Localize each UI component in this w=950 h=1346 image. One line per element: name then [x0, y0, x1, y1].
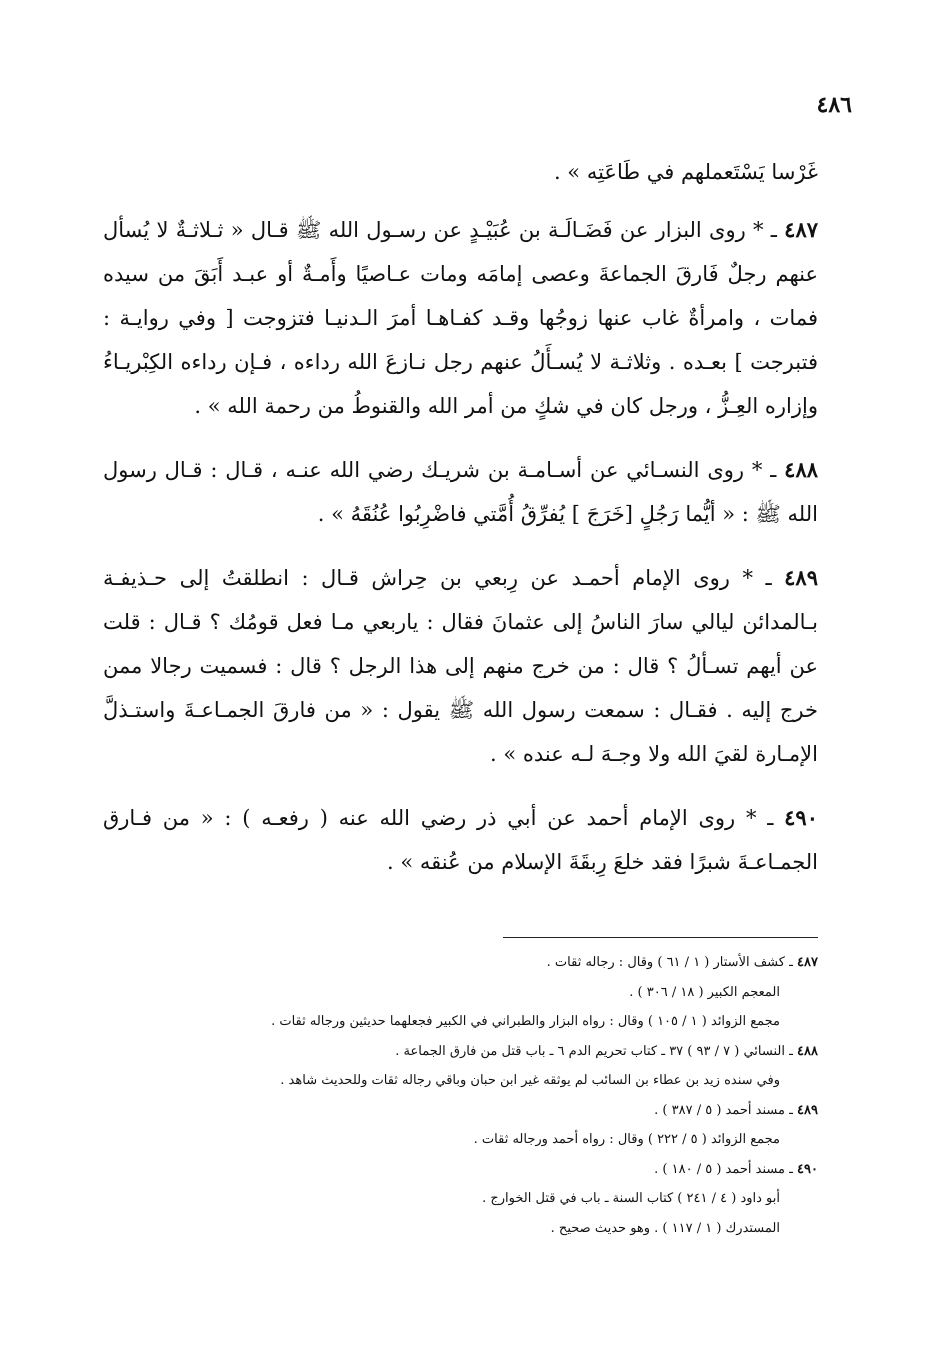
footnote: [150, 978, 818, 1008]
hadith-number: ٤٩٠: [784, 805, 818, 830]
footnote: ٤٩٠ ـ مسند أحمد ( ٥ / ١٨٠ ) .: [654, 1161, 818, 1177]
main-text: [103, 150, 818, 904]
hadith-488: ٤٨٨ ـ * روى النسـائي عن أسـامـة بن شريـك رضي الله عنـه ، قـال : قـال رسول الله ﷺ : « أيُّما رَجُلٍ [خَرَجَ ] يُفرِّقُ أُمَّتي فاضْرِبُوا عُنُقَهُ » .: [103, 457, 819, 526]
footnote-number: ٤٩٠: [797, 1161, 818, 1177]
footnote-text: المعجم الكبير ( ١٨ / ٣٠٦ ) .: [629, 984, 780, 1000]
hadith-number: ٤٨٨: [784, 457, 819, 482]
footnotes: [150, 948, 818, 1243]
footnote-text: النسائي ( ٧ / ٩٣ ) ٣٧ ـ كتاب تحريم الدم ٦ ـ باب قتل من فارق الجماعة .: [395, 1043, 785, 1059]
footnote-divider: [503, 937, 818, 938]
footnote-number: ٤٨٩: [797, 1102, 818, 1118]
footnote: ٤٨٧ ـ كشف الأستار ( ١ / ٦١ ) وقال : رجاله ثقات .: [546, 955, 818, 970]
hadith-text: روى الإمام أحمـد عن رِبعي بن حِراش قـال : انطلقتُ إلى حـذيفـة بـالمدائن ليالي سارَ الناسُ إلى عثمانَ فقال : ياربعي مـا فعل قومُك ؟ قـال : قلت عن أيهم تسـألُ ؟ قال : من خرج منهم إلى هذا الرجل ؟ قال : فسميت رجالا ممن خرج إليه . فقـال : سمعت رسول الله ﷺ يقول : « من فارقَ الجمـاعـةَ واستـذلَّ الإمـارة لقيَ الله ولا وجـهَ لـه عنده » .: [103, 566, 818, 766]
footnote-text: مجمع الزوائد ( ٥ / ٢٢٢ ) وقال : رواه أحمد ورجاله ثقات .: [473, 1132, 780, 1147]
footnote-text: وفي سنده زيد بن عطاء بن السائب لم يوثقه غير ابن حبان وباقي رجاله ثقات وللحديث شاهد .: [280, 1073, 780, 1088]
footnote-text: مسند أحمد ( ٥ / ٣٨٧ ) .: [654, 1102, 785, 1118]
footnote: [150, 1125, 818, 1155]
page-number: ٤٨٦: [816, 92, 852, 118]
footnote-number: ٤٨٧: [797, 955, 818, 970]
footnote-text: المستدرك ( ١ / ١١٧ ) . وهو حديث صحيح .: [550, 1220, 780, 1236]
footnote-number: ٤٨٨: [797, 1043, 818, 1059]
hadith-number: ٤٨٧: [784, 217, 819, 242]
hadith-490: ٤٩٠ ـ * روى الإمام أحمد عن أبي ذر رضي الله عنه ( رفعـه ) : « من فـارق الجمـاعـةَ شبرًا فقد خلعَ رِبقَةَ الإسلام من عُنقه » .: [103, 805, 818, 874]
hadith-text: روى النسـائي عن أسـامـة بن شريـك رضي الله عنـه ، قـال : قـال رسول الله ﷺ : « أيُّما رَجُلٍ [خَرَجَ ] يُفرِّقُ أُمَّتي فاضْرِبُوا عُنُقَهُ » .: [103, 458, 818, 526]
footnote: [150, 1214, 818, 1244]
hadith-text: روى البزار عن فَضَـالَـة بن عُبَيْـدٍ عن رسـول الله ﷺ قـال « ثـلاثـةٌ لا يُسأل عنهم رجلٌ فَارقَ الجماعةَ وعصى إمامَه ومات عـاصيًا وأَمـةٌ أو عبـد أَبَقَ من سيده فمات ، وامرأةٌ غاب عنها زوجُها وقـد كفـاهـا أمرَ الـدنيـا فتزوجت [ وفي روايـة : فتبرجت ] بعـده . وثلاثـة لا يُسـأَلُ عنهم رجل نـازعَ الله رداءه ، فـإن رداءه الكِبْريـاءُ وإزاره العِـزُّ ، ورجل كان في شكٍ من أمر الله والقنوطُ من رحمة الله » .: [103, 218, 818, 418]
footnote-text: مسند أحمد ( ٥ / ١٨٠ ) .: [654, 1161, 785, 1177]
footnote: [150, 1184, 818, 1214]
hadith-487: ٤٨٧ ـ * روى البزار عن فَضَـالَـة بن عُبَيْـدٍ عن رسـول الله ﷺ قـال « ثـلاثـةٌ لا يُسأل عنهم رجلٌ فَارقَ الجماعةَ وعصى إمامَه ومات عـاصيًا وأَمـةٌ أو عبـد أَبَقَ من سيده فمات ، وامرأةٌ غاب عنها زوجُها وقـد كفـاهـا أمرَ الـدنيـا فتزوجت [ وفي روايـة : فتبرجت ] بعـده . وثلاثـة لا يُسـأَلُ عنهم رجل نـازعَ الله رداءه ، فـإن رداءه الكِبْريـاءُ وإزاره العِـزُّ ، ورجل كان في شكٍ من أمر الله والقنوطُ من رحمة الله » .: [103, 217, 819, 418]
footnote: ٤٨٨ ـ النسائي ( ٧ / ٩٣ ) ٣٧ ـ كتاب تحريم الدم ٦ ـ باب قتل من فارق الجماعة .: [395, 1043, 818, 1059]
footnote: ٤٨٩ ـ مسند أحمد ( ٥ / ٣٨٧ ) .: [654, 1102, 818, 1118]
footnote: [150, 1007, 818, 1037]
footnote-text: كشف الأستار ( ١ / ٦١ ) وقال : رجاله ثقات .: [546, 955, 785, 970]
footnote-text: مجمع الزوائد ( ١ / ١٠٥ ) وقال : رواه البزار والطبراني في الكبير فجعلهما حديثين ورجاله ثقات .: [271, 1014, 780, 1029]
hadith-489: ٤٨٩ ـ * روى الإمام أحمـد عن رِبعي بن حِراش قـال : انطلقتُ إلى حـذيفـة بـالمدائن ليالي سارَ الناسُ إلى عثمانَ فقال : ياربعي مـا فعل قومُك ؟ قـال : قلت عن أيهم تسـألُ ؟ قال : من خرج منهم إلى هذا الرجل ؟ قال : فسميت رجالا ممن خرج إليه . فقـال : سمعت رسول الله ﷺ يقول : « من فارقَ الجمـاعـةَ واستـذلَّ الإمـارة لقيَ الله ولا وجـهَ لـه عنده » .: [103, 565, 818, 766]
hadith-text: روى الإمام أحمد عن أبي ذر رضي الله عنه ( رفعـه ) : « من فـارق الجمـاعـةَ شبرًا فقد خلعَ رِبقَةَ الإسلام من عُنقه » .: [103, 806, 818, 874]
continuation-paragraph: غَرْسا يَسْتَعملهم في طَاعَتِه » .: [553, 160, 818, 184]
footnote-text: أبو داود ( ٤ / ٢٤١ ) كتاب السنة ـ باب في قتل الخوارج .: [482, 1191, 780, 1206]
footnote: [150, 1066, 818, 1096]
hadith-number: ٤٨٩: [784, 565, 818, 590]
